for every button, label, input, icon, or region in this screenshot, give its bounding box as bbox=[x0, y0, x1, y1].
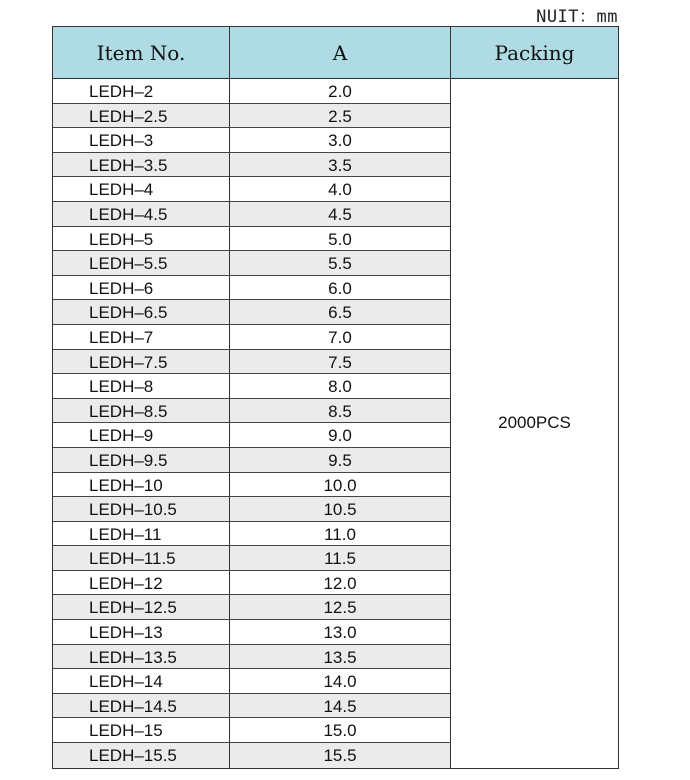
table-row bbox=[53, 473, 451, 498]
table-header bbox=[53, 27, 618, 79]
a-value-cell: 7.0 bbox=[230, 325, 451, 349]
a-value-cell: 5.0 bbox=[230, 227, 451, 251]
a-value-cell: 14.0 bbox=[230, 669, 451, 693]
a-value-cell: 15.0 bbox=[230, 718, 451, 742]
item-no-cell: LEDH–10.5 bbox=[53, 497, 230, 521]
table-row bbox=[53, 595, 451, 620]
table-row bbox=[53, 399, 451, 424]
item-no-cell: LEDH–2 bbox=[53, 79, 230, 103]
table-row bbox=[53, 546, 451, 571]
header-a: A bbox=[230, 27, 451, 78]
table-row bbox=[53, 325, 451, 350]
table-row bbox=[53, 104, 451, 129]
item-no-cell: LEDH–12.5 bbox=[53, 595, 230, 619]
item-no-cell: LEDH–5 bbox=[53, 227, 230, 251]
rows-container bbox=[53, 79, 451, 768]
table-row bbox=[53, 423, 451, 448]
a-value-cell: 5.5 bbox=[230, 251, 451, 275]
a-value-cell: 14.5 bbox=[230, 694, 451, 718]
a-value-cell: 10.5 bbox=[230, 497, 451, 521]
table-row bbox=[53, 645, 451, 670]
item-no-cell: LEDH–4 bbox=[53, 177, 230, 201]
a-value-cell: 6.5 bbox=[230, 300, 451, 324]
item-no-cell: LEDH–5.5 bbox=[53, 251, 230, 275]
table-row bbox=[53, 227, 451, 252]
a-value-cell: 12.0 bbox=[230, 571, 451, 595]
table-row bbox=[53, 743, 451, 768]
packing-cell: 2000PCS bbox=[498, 413, 571, 433]
table-row bbox=[53, 497, 451, 522]
table-row bbox=[53, 350, 451, 375]
table-row bbox=[53, 718, 451, 743]
header-item-no: Item No. bbox=[53, 27, 230, 78]
item-no-cell: LEDH–11.5 bbox=[53, 546, 230, 570]
item-no-cell: LEDH–12 bbox=[53, 571, 230, 595]
item-no-cell: LEDH–9 bbox=[53, 423, 230, 447]
table-row bbox=[53, 251, 451, 276]
a-value-cell: 4.0 bbox=[230, 177, 451, 201]
item-no-cell: LEDH–15 bbox=[53, 718, 230, 742]
table-row bbox=[53, 448, 451, 473]
item-no-cell: LEDH–11 bbox=[53, 522, 230, 546]
a-value-cell: 6.0 bbox=[230, 276, 451, 300]
a-value-cell: 3.0 bbox=[230, 128, 451, 152]
spec-table bbox=[52, 26, 619, 769]
item-no-cell: LEDH–6.5 bbox=[53, 300, 230, 324]
table-row bbox=[53, 276, 451, 301]
a-value-cell: 11.0 bbox=[230, 522, 451, 546]
header-packing: Packing bbox=[494, 40, 575, 65]
a-value-cell: 9.0 bbox=[230, 423, 451, 447]
a-value-cell: 10.0 bbox=[230, 473, 451, 497]
a-value-cell: 13.5 bbox=[230, 645, 451, 669]
item-no-cell: LEDH–8 bbox=[53, 374, 230, 398]
item-no-cell: LEDH–7 bbox=[53, 325, 230, 349]
item-no-cell: LEDH–6 bbox=[53, 276, 230, 300]
a-value-cell: 4.5 bbox=[230, 202, 451, 226]
table-row bbox=[53, 571, 451, 596]
item-no-cell: LEDH–4.5 bbox=[53, 202, 230, 226]
table-row bbox=[53, 79, 451, 104]
item-no-cell: LEDH–3 bbox=[53, 128, 230, 152]
item-no-cell: LEDH–2.5 bbox=[53, 104, 230, 128]
a-value-cell: 15.5 bbox=[230, 743, 451, 768]
item-no-cell: LEDH–10 bbox=[53, 473, 230, 497]
table-row bbox=[53, 300, 451, 325]
table-row bbox=[53, 669, 451, 694]
unit-label: NUIT：mm bbox=[536, 7, 618, 27]
table-row bbox=[53, 522, 451, 547]
a-value-cell: 12.5 bbox=[230, 595, 451, 619]
table-row bbox=[53, 153, 451, 178]
table-body bbox=[53, 79, 618, 768]
item-no-cell: LEDH–13 bbox=[53, 620, 230, 644]
a-value-cell: 9.5 bbox=[230, 448, 451, 472]
a-value-cell: 3.5 bbox=[230, 153, 451, 177]
a-value-cell: 7.5 bbox=[230, 350, 451, 374]
item-no-cell: LEDH–14 bbox=[53, 669, 230, 693]
a-value-cell: 8.0 bbox=[230, 374, 451, 398]
table-row bbox=[53, 694, 451, 719]
item-no-cell: LEDH–3.5 bbox=[53, 153, 230, 177]
table-row bbox=[53, 177, 451, 202]
a-value-cell: 13.0 bbox=[230, 620, 451, 644]
item-no-cell: LEDH–9.5 bbox=[53, 448, 230, 472]
table-row bbox=[53, 128, 451, 153]
item-no-cell: LEDH–7.5 bbox=[53, 350, 230, 374]
item-no-cell: LEDH–14.5 bbox=[53, 694, 230, 718]
item-no-cell: LEDH–8.5 bbox=[53, 399, 230, 423]
table-row bbox=[53, 620, 451, 645]
a-value-cell: 11.5 bbox=[230, 546, 451, 570]
item-no-cell: LEDH–13.5 bbox=[53, 645, 230, 669]
a-value-cell: 2.0 bbox=[230, 79, 451, 103]
table-row bbox=[53, 374, 451, 399]
a-value-cell: 2.5 bbox=[230, 104, 451, 128]
a-value-cell: 8.5 bbox=[230, 399, 451, 423]
item-no-cell: LEDH–15.5 bbox=[53, 743, 230, 768]
table-row bbox=[53, 202, 451, 227]
